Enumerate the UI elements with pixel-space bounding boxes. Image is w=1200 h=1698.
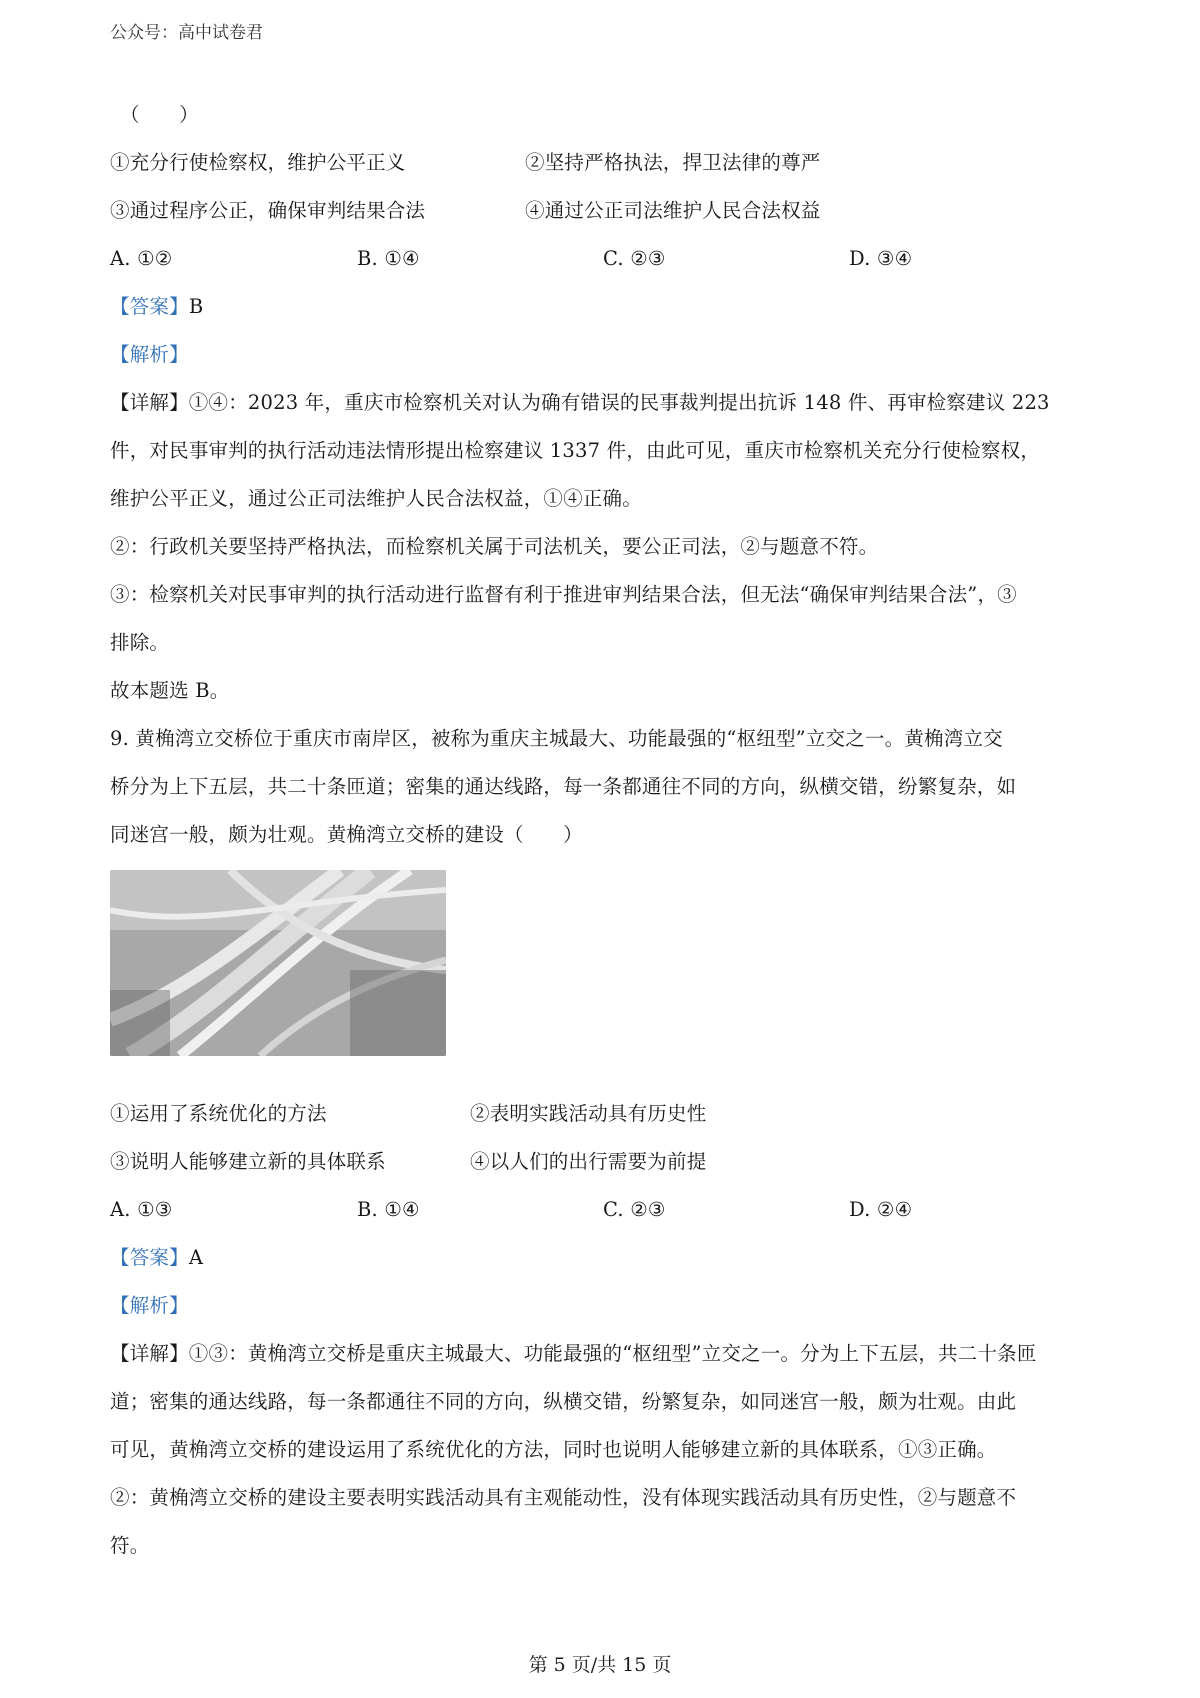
q9-stem-line-2: 桥分为上下五层，共二十条匝道；密集的通达线路，每一条都通往不同的方向，纵横交错，纷繁复杂，如 <box>110 775 1017 798</box>
q8-option-4: ④通过公正司法维护人民合法权益 <box>525 199 821 222</box>
q9-detail-line-3: 可见，黄桷湾立交桥的建设运用了系统优化的方法，同时也说明人能够建立新的具体联系，①③正确。 <box>110 1438 997 1461</box>
q8-analysis-tag: 【解析】 <box>110 343 189 366</box>
q8-detail-line-2: 件，对民事审判的执行活动违法情形提出检察建议 1337 件，由此可见，重庆市检察机关充分行使检察权， <box>110 439 1041 462</box>
q8-conclusion: 故本题选 B。 <box>110 679 230 702</box>
q9-choice-b: B. ①④ <box>357 1198 420 1221</box>
q8-answer-tag: 【答案】 <box>110 295 189 318</box>
q8-choice-a: A. ①② <box>110 247 173 270</box>
q8-detail-line-1: 【详解】①④：2023 年，重庆市检察机关对认为确有错误的民事裁判提出抗诉 148 件、再审检察建议 223 <box>110 391 1050 414</box>
q8-answer-value: B <box>188 295 204 318</box>
q8-detail-line-5: ③：检察机关对民事审判的执行活动进行监督有利于推进审判结果合法，但无法“确保审判结果合法”，③ <box>110 583 1017 606</box>
q9-detail-line-4: ②：黄桷湾立交桥的建设主要表明实践活动具有主观能动性，没有体现实践活动具有历史性，②与题意不 <box>110 1486 1017 1509</box>
q8-answer-row <box>110 293 203 321</box>
q9-detail-line-1: 【详解】①③：黄桷湾立交桥是重庆主城最大、功能最强的“枢纽型”立交之一。分为上下五层，共二十条匝 <box>110 1342 1037 1365</box>
q9-detail-line-5: 符。 <box>110 1534 150 1557</box>
q9-option-2: ②表明实践活动具有历史性 <box>470 1102 707 1125</box>
page-footer: 第 5 页/共 15 页 <box>528 1654 672 1676</box>
q8-detail-line-3: 维护公平正义，通过公正司法维护人民合法权益，①④正确。 <box>110 487 642 510</box>
q9-option-1: ①运用了系统优化的方法 <box>110 1102 327 1125</box>
q8-detail-line-4: ②：行政机关要坚持严格执法，而检察机关属于司法机关，要公正司法，②与题意不符。 <box>110 535 879 558</box>
watermark-text: 公众号：高中试卷君 <box>110 23 263 43</box>
q9-option-3: ③说明人能够建立新的具体联系 <box>110 1150 386 1173</box>
q8-choice-b: B. ①④ <box>357 247 420 270</box>
q8-bracket: （ ） <box>120 103 199 126</box>
q8-option-1: ①充分行使检察权，维护公平正义 <box>110 151 406 174</box>
q9-choice-d: D. ②④ <box>849 1198 913 1221</box>
q9-answer-row <box>110 1244 203 1272</box>
q9-detail-line-2: 道；密集的通达线路，每一条都通往不同的方向，纵横交错，纷繁复杂，如同迷宫一般，颇为壮观。由此 <box>110 1390 1017 1413</box>
overpass-illustration <box>110 870 446 1056</box>
q8-detail-line-6: 排除。 <box>110 631 170 654</box>
q8-option-2: ②坚持严格执法，捍卫法律的尊严 <box>525 151 821 174</box>
q9-answer-value: A <box>188 1246 204 1269</box>
q8-choice-d: D. ③④ <box>849 247 913 270</box>
q8-choice-c: C. ②③ <box>603 247 666 270</box>
q8-option-3: ③通过程序公正，确保审判结果合法 <box>110 199 426 222</box>
q9-answer-tag: 【答案】 <box>110 1246 189 1269</box>
q9-choice-a: A. ①③ <box>110 1198 173 1221</box>
overpass-photo <box>110 870 446 1056</box>
q9-analysis-tag: 【解析】 <box>110 1294 189 1317</box>
q9-choice-c: C. ②③ <box>603 1198 666 1221</box>
q9-stem-line-1: 9. 黄桷湾立交桥位于重庆市南岸区，被称为重庆主城最大、功能最强的“枢纽型”立交之一。黄桷湾立交 <box>110 727 1003 750</box>
q9-stem-line-3: 同迷宫一般，颇为壮观。黄桷湾立交桥的建设（ ） <box>110 823 583 846</box>
q9-option-4: ④以人们的出行需要为前提 <box>470 1150 707 1173</box>
